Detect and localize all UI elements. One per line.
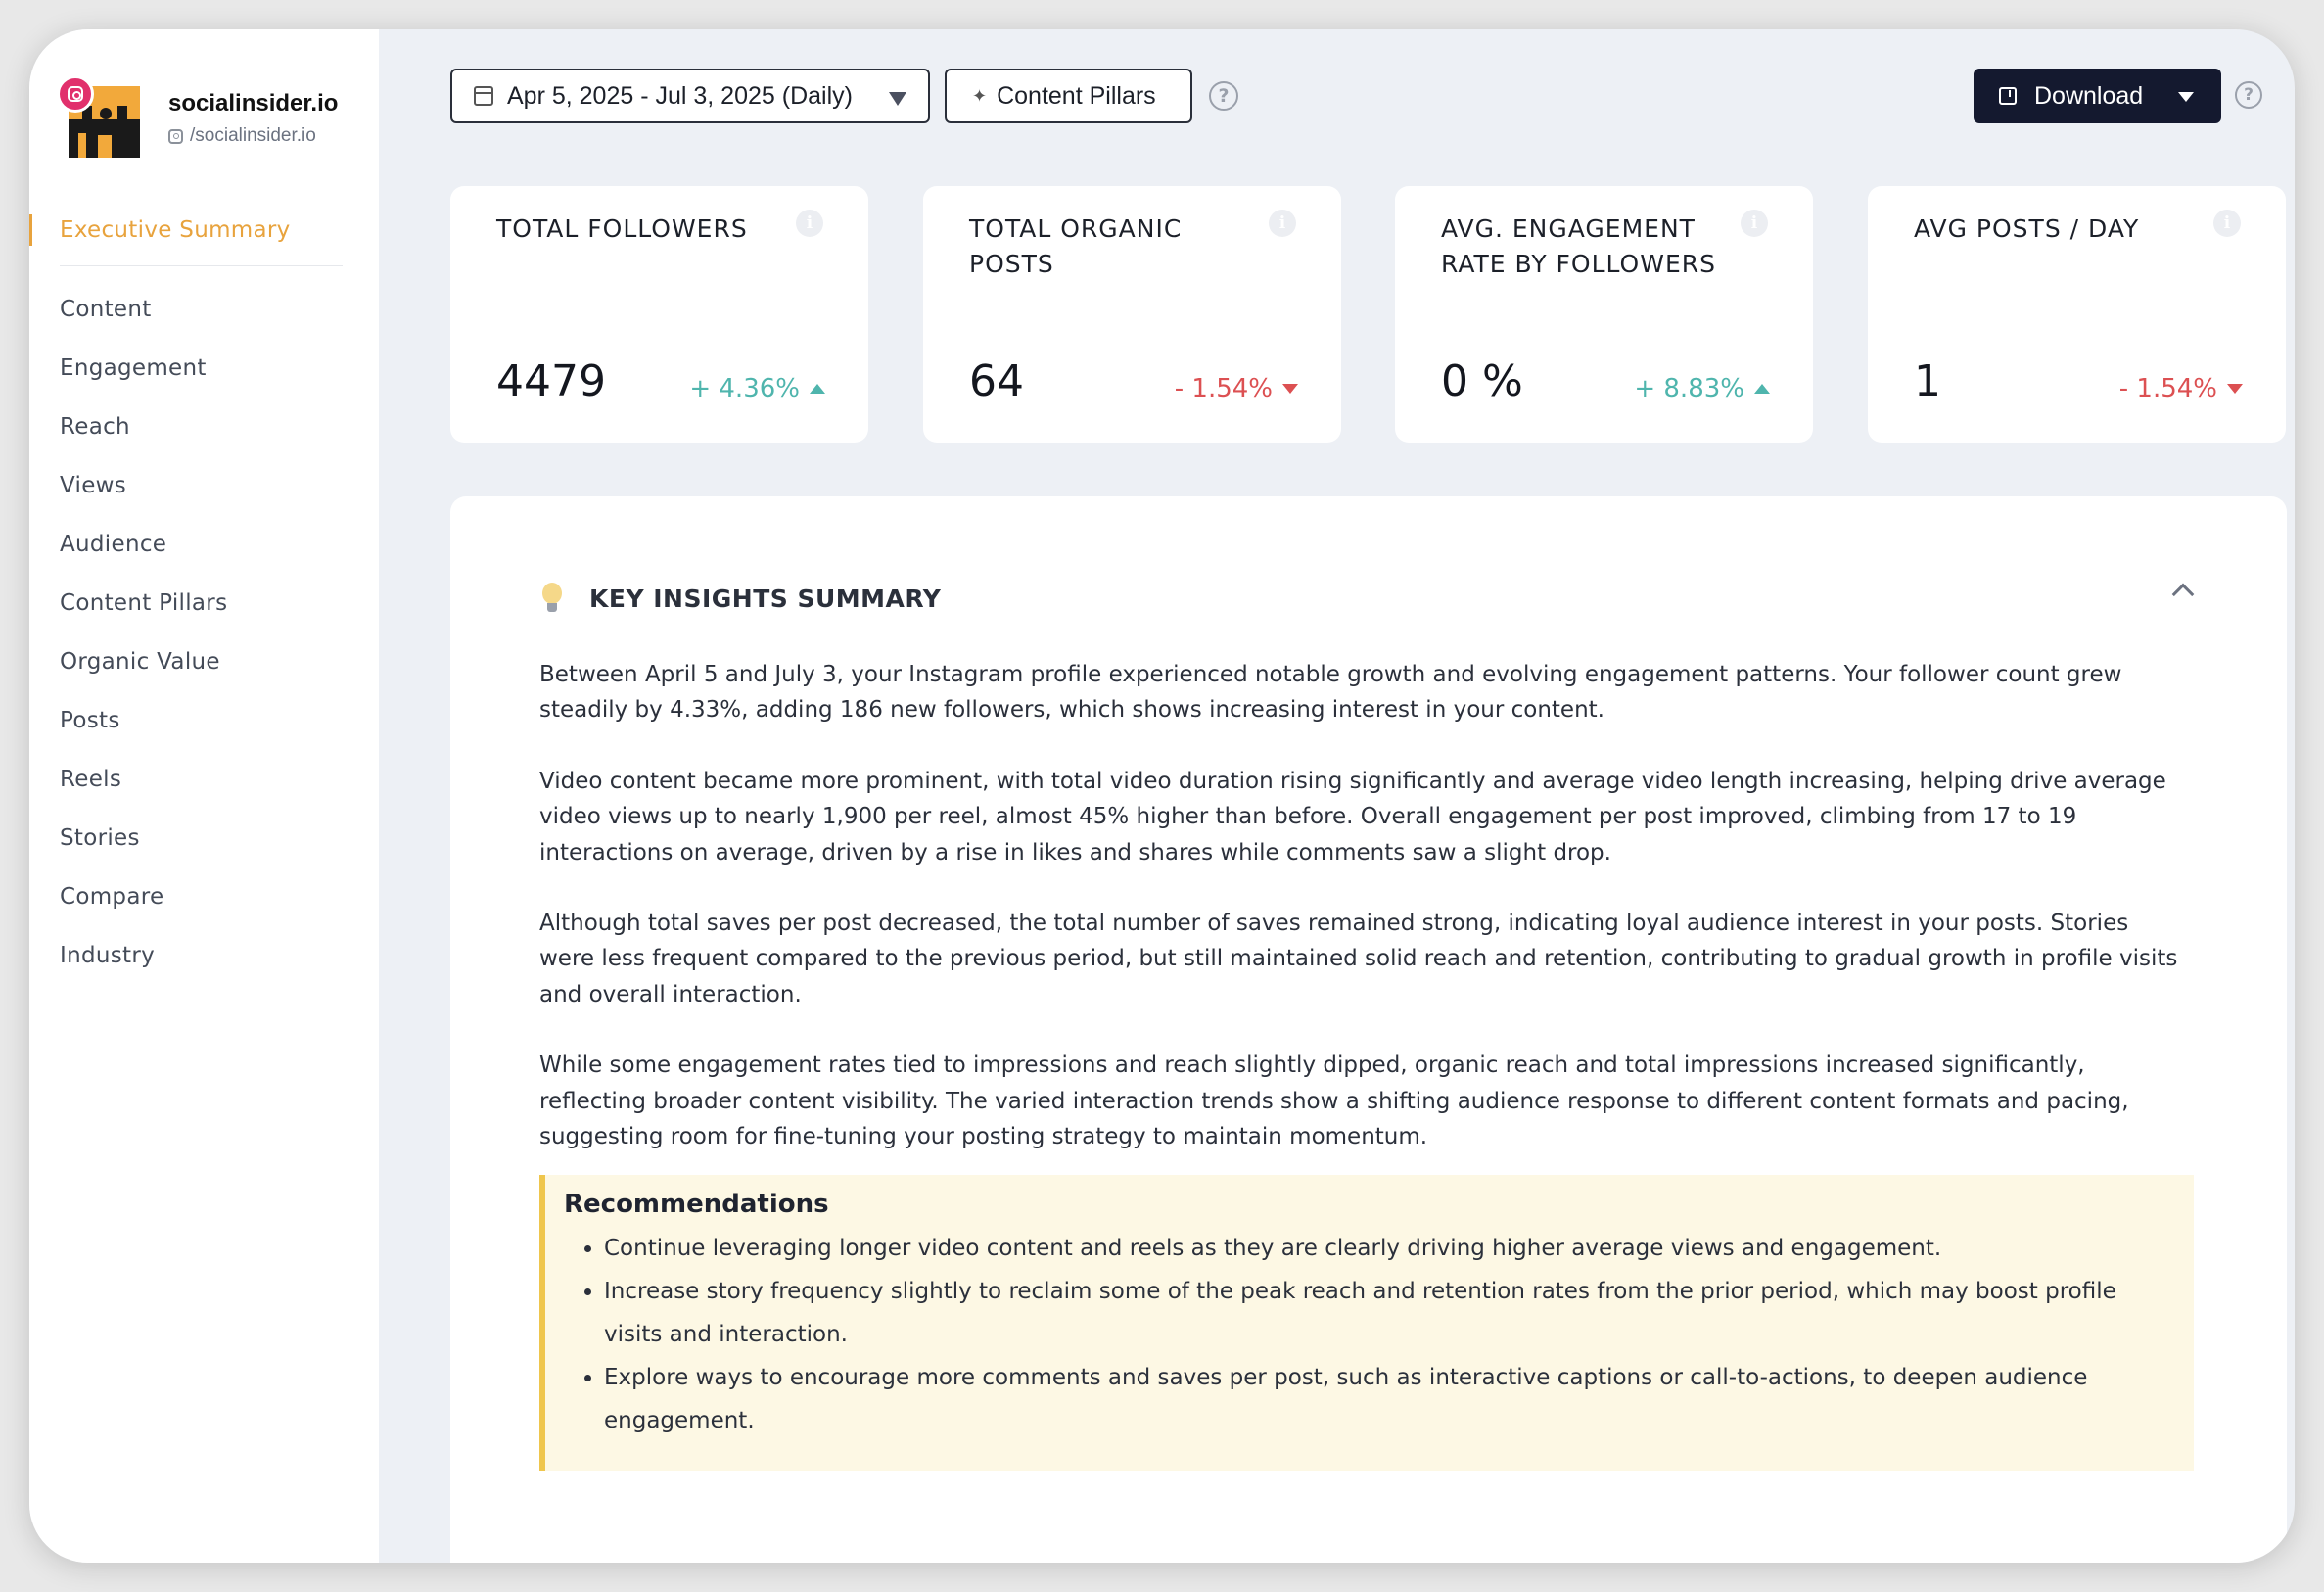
date-range-label: Apr 5, 2025 - Jul 3, 2025 (Daily) [507, 81, 853, 110]
nav-item-content-pillars[interactable]: Content Pillars [60, 590, 228, 616]
trend-down-icon [2227, 384, 2243, 394]
kpi-title: TOTAL FOLLOWERS [496, 214, 748, 243]
toolbar [450, 69, 2295, 123]
kpi-avg-engagement-rate [1395, 186, 1813, 443]
collapse-chevron-up-icon[interactable] [2172, 584, 2195, 606]
kpi-delta-text: - 1.54% [1174, 374, 1273, 403]
download-button[interactable] [1974, 69, 2221, 123]
kpi-total-organic-posts [923, 186, 1341, 443]
content-pillars-button[interactable] [945, 69, 1192, 123]
instagram-small-icon [168, 129, 183, 144]
recommendations-box [539, 1175, 2194, 1471]
download-dropdown-icon[interactable] [2178, 92, 2194, 102]
recommendation-item: • Increase story frequency slightly to reclaim some of the peak reach and retention rates from the prior period, which may boost profile visits and interaction. [604, 1270, 2161, 1356]
download-icon [1999, 87, 2017, 105]
nav-divider [60, 265, 343, 266]
trend-down-icon [1282, 384, 1298, 394]
trend-up-icon [1754, 384, 1770, 394]
app-window [29, 29, 2295, 1563]
calendar-icon [474, 86, 493, 106]
recommendations-list [604, 1227, 2161, 1442]
nav-item-executive-summary[interactable]: Executive Summary [29, 201, 379, 259]
key-insights-panel [450, 496, 2287, 1563]
info-icon[interactable]: i [796, 210, 823, 237]
recommendations-title: Recommendations [564, 1190, 829, 1219]
help-icon[interactable]: ? [1209, 81, 1238, 111]
insight-paragraph: Video content became more prominent, with total video duration rising significantly and average video length increasing, helping drive average video views up to nearly 1,900 per reel, almost 45% higher than before. Overall engagement per post improved, climbing from 17 to 19 interactions on average, driven by a rise in likes and shares while comments saw a slight drop. [539, 768, 2166, 866]
recommendation-item: • Continue leveraging longer video content and reels as they are clearly driving higher average views and engagement. [604, 1227, 2161, 1270]
sidebar-nav [29, 201, 379, 985]
insights-header [541, 583, 941, 614]
profile-handle [168, 125, 316, 147]
kpi-title: TOTAL ORGANIC POSTS [969, 214, 1183, 278]
insight-paragraph: Although total saves per post decreased, the total number of saves remained strong, indicating loyal audience interest in your posts. Stories were less frequent compared to the previous period, but still maintained solid reach and retention, contributing to gradual growth in profile visits and overall interaction. [539, 911, 2178, 1007]
kpi-title: AVG. ENGAGEMENT RATE BY FOLLOWERS [1441, 214, 1716, 278]
trend-up-icon [810, 384, 825, 394]
profile-header[interactable] [59, 54, 372, 146]
profile-name: socialinsider.io [168, 90, 339, 117]
insight-paragraph: While some engagement rates tied to impressions and reach slightly dipped, organic reach and total impressions increased significantly, reflecting broader content visibility. The varied interaction trends show a shifting audience response to different content formats and pacing, suggesting room for fine-tuning your posting strategy to maintain momentum. [539, 1053, 2129, 1150]
profile-handle-text: /socialinsider.io [190, 125, 316, 146]
nav-item-industry[interactable]: Industry [60, 943, 156, 968]
nav-item-posts[interactable]: Posts [60, 708, 120, 733]
nav-item-organic-value[interactable]: Organic Value [60, 649, 220, 675]
kpi-value: 4479 [496, 356, 606, 406]
insight-paragraph: Between April 5 and July 3, your Instagram profile experienced notable growth and evolving engagement patterns. Your follower count grew steadily by 4.33%, adding 186 new followers, which shows increasing interest in your content. [539, 662, 2122, 724]
kpi-total-followers [450, 186, 868, 443]
content-pillars-label: Content Pillars [997, 81, 1156, 110]
kpi-delta-text: + 8.83% [1634, 374, 1744, 403]
info-icon[interactable]: i [2213, 210, 2241, 237]
nav-item-content[interactable]: Content [60, 297, 152, 322]
main-content [379, 29, 2295, 1563]
dropdown-caret-icon [889, 92, 906, 106]
nav-item-reach[interactable]: Reach [60, 414, 130, 440]
sidebar [29, 29, 379, 1563]
info-icon[interactable]: i [1741, 210, 1768, 237]
kpi-value: 0 % [1441, 356, 1523, 406]
nav-item-engagement[interactable]: Engagement [60, 355, 207, 381]
kpi-avg-posts-per-day [1868, 186, 2286, 443]
insights-title: KEY INSIGHTS SUMMARY [589, 584, 942, 613]
instagram-icon [57, 75, 94, 113]
kpi-title: AVG POSTS / DAY [1914, 214, 2140, 243]
help-icon-download[interactable]: ? [2235, 81, 2262, 109]
download-label: Download [2034, 81, 2144, 110]
sparkle-icon: ✦ [972, 85, 988, 106]
lightbulb-icon [541, 583, 563, 614]
nav-item-compare[interactable]: Compare [60, 884, 164, 910]
kpi-value: 64 [969, 356, 1024, 406]
kpi-delta [2119, 374, 2243, 403]
nav-item-reels[interactable]: Reels [60, 767, 122, 792]
kpi-delta [689, 374, 825, 403]
recommendation-item: • Explore ways to encourage more comments and saves per post, such as interactive captions or call-to-actions, to deepen audience engagement. [604, 1356, 2161, 1442]
info-icon[interactable]: i [1269, 210, 1296, 237]
insights-body [539, 657, 2184, 1190]
kpi-delta [1175, 374, 1298, 403]
kpi-row [450, 186, 2287, 443]
nav-item-stories[interactable]: Stories [60, 825, 140, 851]
kpi-delta-text: + 4.36% [689, 374, 800, 403]
nav-item-audience[interactable]: Audience [60, 532, 167, 557]
nav-item-views[interactable]: Views [60, 473, 127, 498]
kpi-value: 1 [1914, 356, 1941, 406]
kpi-delta-text: - 1.54% [2118, 374, 2217, 403]
date-range-picker[interactable] [450, 69, 930, 123]
kpi-delta [1634, 374, 1770, 403]
